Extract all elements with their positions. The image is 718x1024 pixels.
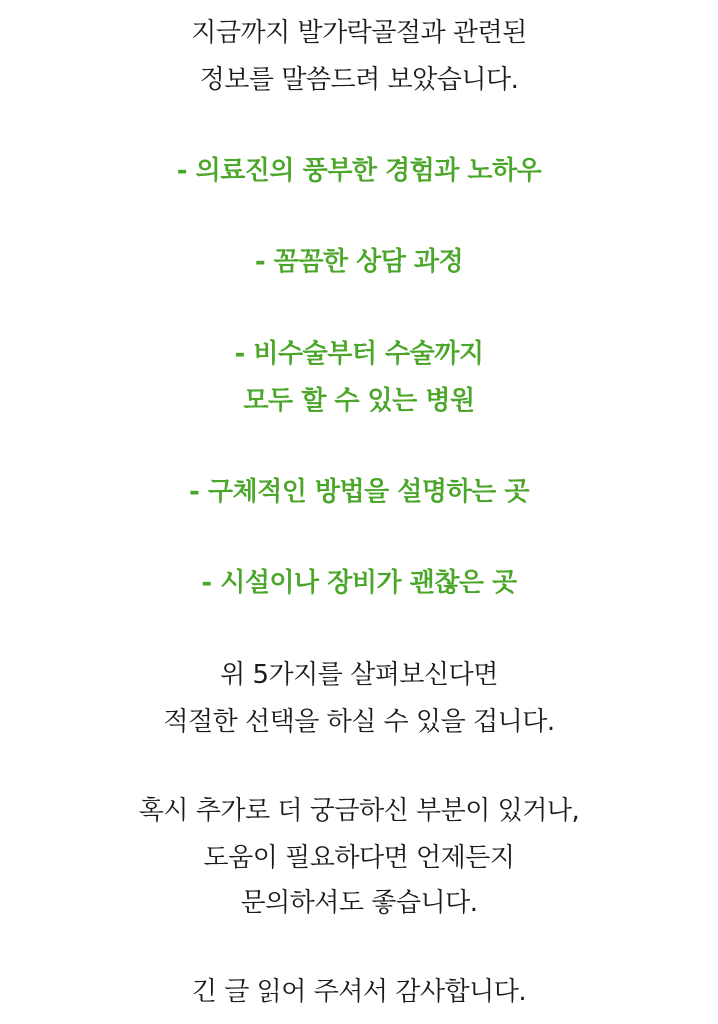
point-3-line-2: 모두 할 수 있는 병원 (243, 386, 475, 416)
intro-line-2: 정보를 말씀드려 보았습니다. (199, 65, 519, 95)
point-5: - 시설이나 장비가 괜찮은 곳 (201, 568, 517, 598)
point-4: - 구체적인 방법을 설명하는 곳 (189, 477, 529, 507)
closing-line: 긴 글 읽어 주셔서 감사합니다. (191, 977, 527, 1007)
summary-line-2: 적절한 선택을 하실 수 있을 겁니다. (163, 707, 555, 737)
intro-line-1: 지금까지 발가락골절과 관련된 (191, 18, 527, 48)
contact-line-2: 도움이 필요하다면 언제든지 (203, 843, 515, 873)
summary-line-1: 위 5가지를 살펴보신다면 (220, 660, 498, 690)
contact-line-1: 혹시 추가로 더 궁금하신 부분이 있거나, (138, 796, 580, 826)
point-1: - 의료진의 풍부한 경험과 노하우 (176, 156, 542, 186)
point-3-line-1: - 비수술부터 수술까지 (234, 339, 484, 369)
point-2: - 꼼꼼한 상담 과정 (254, 247, 464, 277)
contact-line-3: 문의하셔도 좋습니다. (240, 888, 478, 918)
